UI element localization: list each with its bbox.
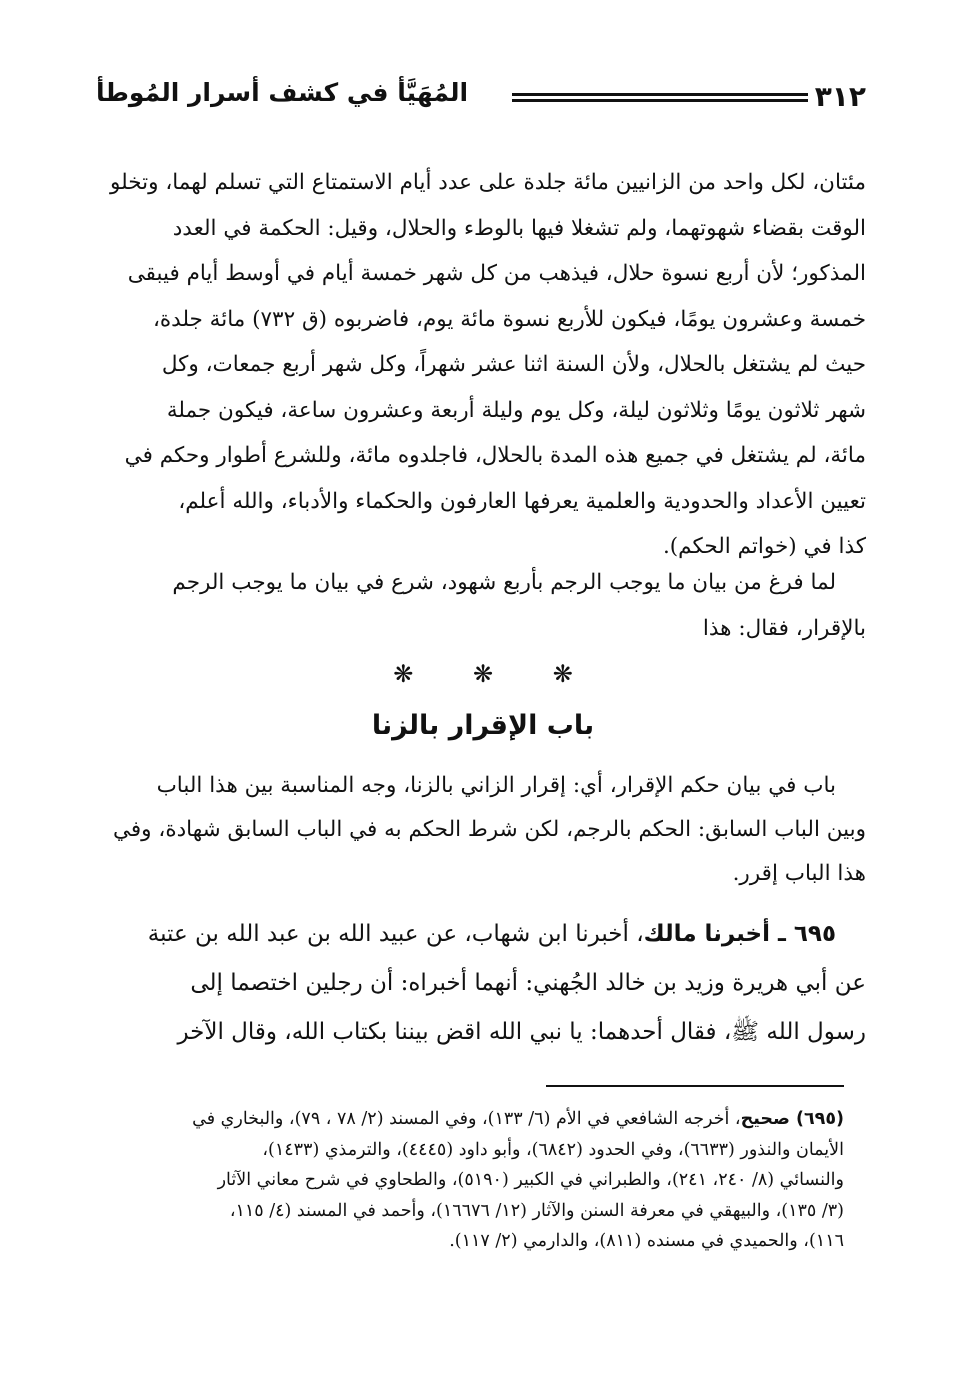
footnote-line-rest: ، أخرجه الشافعي في الأم (٦/ ١٣٣)، وفي المسند (٢/ ٧٨ ، ٧٩)، والبخاري في bbox=[192, 1109, 741, 1129]
asterism-mark: ❋ bbox=[552, 660, 573, 688]
hadith-text bbox=[100, 910, 866, 1057]
text-line: وبين الباب السابق: الحكم بالرجم، لكن شرط الحكم به في الباب السابق شهادة، وفي bbox=[112, 817, 866, 842]
hadith-line: عن أبي هريرة وزيد بن خالد الجُهني: أنهما أخبراه: أن رجلين اختصما إلى bbox=[190, 970, 866, 996]
text-line: بالإقرار، فقال: هذا bbox=[702, 615, 866, 641]
text-line: خمسة وعشرون يومًا، فيكون للأربع نسوة مائة يوم، فاضربوه (ق ٧٣٢) مائة جلدة، bbox=[152, 306, 866, 332]
footnote-line: ١١٦)، والحميدي في مسنده (٨١١)، والدارمي (٢/ ١١٧). bbox=[449, 1231, 844, 1251]
footnote-line: والنسائي (٨/ ٢٤٠، ٢٤١)، والطبراني في الكبير (٥١٩٠)، والطحاوي في شرح معاني الآثار bbox=[217, 1170, 844, 1190]
footnote-line bbox=[98, 1104, 844, 1135]
text-line: المذكور؛ لأن أربع نسوة حلال، فيذهب من كل شهر خمسة أيام في أوسط أيام فيبقى bbox=[127, 261, 866, 286]
text-line: الوقت بقضاء شهوتهما، ولم تشغلا فيها بالوطء والحلال، وقيل: الحكمة في العدد bbox=[172, 215, 866, 241]
page-header bbox=[96, 76, 866, 122]
footnote-divider bbox=[546, 1085, 844, 1087]
text-line: مئتان، لكل واحد من الزانيين مائة جلدة على عدد أيام الاستمتاع التي تسلم لهما، وتخلو bbox=[110, 170, 866, 195]
running-title: المُهَيَّأ في كشف أسرار المُوطأ bbox=[96, 78, 469, 107]
commentary-paragraph bbox=[100, 160, 866, 570]
footnote-lead: (٦٩٥) صحيح bbox=[740, 1109, 844, 1129]
asterism-mark: ❋ bbox=[472, 660, 494, 688]
transition-paragraph bbox=[100, 560, 866, 651]
page-number: ٣١٢ bbox=[814, 80, 866, 113]
text-line: شهر ثلاثون يومًا وثلاثون ليلة، وكل يوم وليلة أربعة وعشرون ساعة، فيكون جملة bbox=[166, 397, 866, 423]
text-line: هذا الباب إقرر. bbox=[732, 861, 866, 886]
text-line: باب في بيان حكم الإقرار، أي: إقرار الزاني بالزنا، وجه المناسبة بين هذا الباب bbox=[156, 773, 836, 798]
text-line: مائة، لم يشتغل في جميع هذه المدة بالحلال، فاجلدوه مائة، وللشرع أطوار وحكم في bbox=[124, 443, 866, 468]
asterism-mark: ❋ bbox=[393, 660, 414, 688]
text-line: حيث لم يشتغل بالحلال، ولأن السنة اثنا عشر شهراً، وكل شهر أربع جمعات، وكل bbox=[161, 352, 866, 377]
text-line: لما فرغ من بيان ما يوجب الرجم بأربع شهود، شرع في بيان ما يوجب الرجم bbox=[172, 570, 836, 595]
footnote bbox=[98, 1104, 844, 1257]
section-separator bbox=[0, 660, 966, 688]
footnote-line: (٣/ ١٣٥)، والبيهقي في معرفة السنن والآثار (١٢/ ١٦٦٧٦)، وأحمد في المسند (٤/ ١١٥، bbox=[229, 1200, 844, 1221]
chapter-intro-paragraph bbox=[100, 764, 866, 896]
hadith-number-lead: ٦٩٥ ـ أخبرنا مالك bbox=[643, 921, 836, 947]
hadith-line bbox=[100, 910, 866, 959]
hadith-line: رسول الله ﷺ، فقال أحدهما: يا نبي الله اقض بيننا بكتاب الله، وقال الآخر bbox=[177, 1019, 866, 1045]
chapter-heading: باب الإقرار بالزنا bbox=[371, 710, 595, 741]
footnote-line: الأيمان والنذور (٦٦٣٣)، وفي الحدود (٦٨٤٢)، وأبو داود (٤٤٤٥)، والترمذي (١٤٣٣)، bbox=[262, 1139, 844, 1160]
text-line: تعيين الأعداد والحدودية والعلمية يعرفها العارفون والحكماء والأدباء، والله أعلم، bbox=[178, 488, 866, 514]
header-double-rule bbox=[512, 93, 808, 102]
text-line: كذا في (خواتم الحكم). bbox=[662, 534, 866, 559]
hadith-line-rest: ، أخبرنا ابن شهاب، عن عبيد الله بن عبد الله بن عتبة bbox=[147, 921, 644, 947]
